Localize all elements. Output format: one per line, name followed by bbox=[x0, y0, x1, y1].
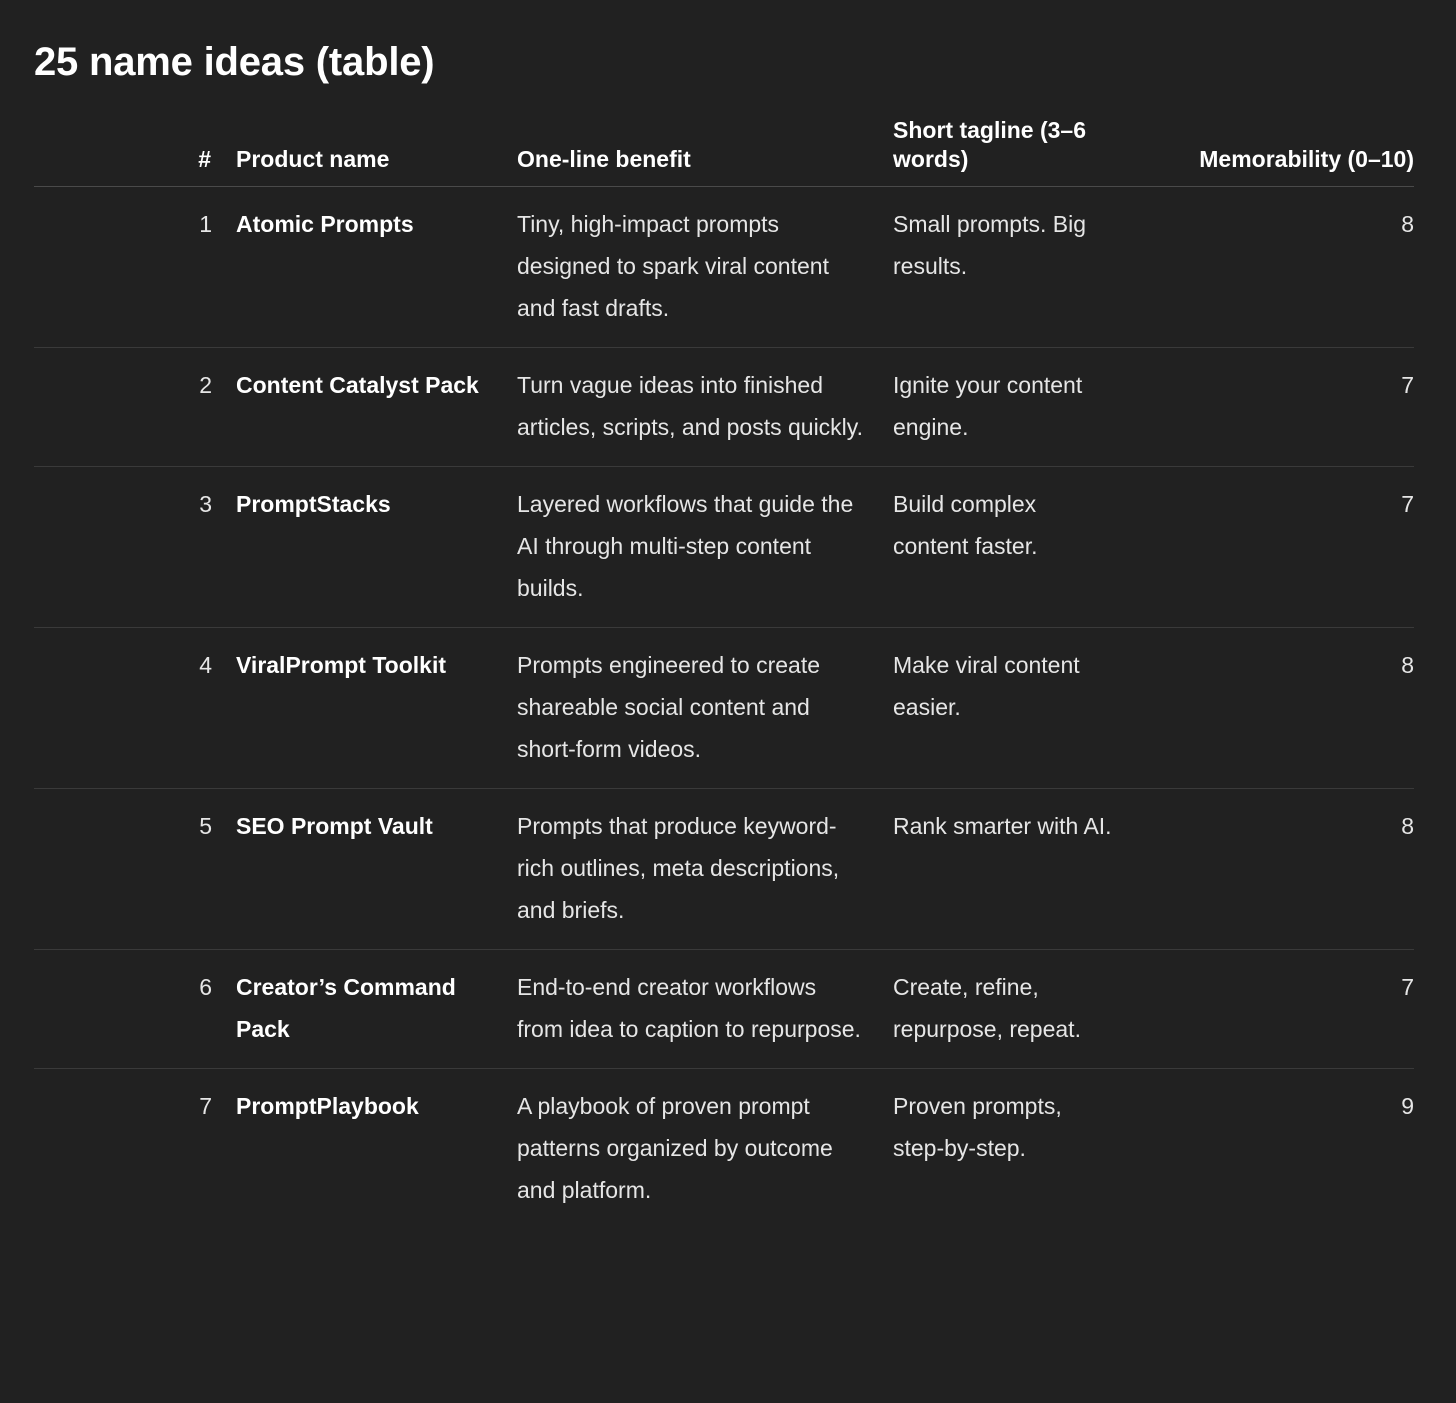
table-row bbox=[34, 348, 1414, 467]
cell-tagline: Small prompts. Big results. bbox=[893, 187, 1133, 348]
name-ideas-table bbox=[34, 112, 1414, 1229]
table-row bbox=[34, 187, 1414, 348]
cell-number: 1 bbox=[34, 187, 236, 348]
cell-product-name: Creator’s Command Pack bbox=[236, 950, 517, 1069]
table-row bbox=[34, 950, 1414, 1069]
cell-benefit: Tiny, high-impact prompts designed to spark viral content and fast drafts. bbox=[517, 187, 893, 348]
cell-memorability: 7 bbox=[1133, 950, 1414, 1069]
cell-number: 3 bbox=[34, 467, 236, 628]
cell-memorability: 8 bbox=[1133, 187, 1414, 348]
header-row bbox=[34, 112, 1414, 187]
cell-tagline: Proven prompts, step-by-step. bbox=[893, 1093, 1062, 1161]
cell-tagline: Make viral content easier. bbox=[893, 628, 1133, 789]
cell-benefit: Layered workflows that guide the AI through multi-step content builds. bbox=[517, 467, 893, 628]
column-header-number: # bbox=[34, 112, 236, 187]
cell-memorability: 9 bbox=[1401, 1093, 1414, 1119]
cell-tagline: Create, refine, repurpose, repeat. bbox=[893, 950, 1133, 1069]
cell-product-name: ViralPrompt Toolkit bbox=[236, 628, 517, 789]
table-row bbox=[34, 789, 1414, 950]
column-header-benefit: One-line benefit bbox=[517, 112, 893, 187]
cell-product-name: PromptStacks bbox=[236, 467, 517, 628]
cell-memorability: 8 bbox=[1133, 628, 1414, 789]
cell-number: 2 bbox=[34, 348, 236, 467]
cell-product-name: Content Catalyst Pack bbox=[236, 348, 517, 467]
cell-memorability: 7 bbox=[1133, 348, 1414, 467]
cell-tagline: Rank smarter with AI. bbox=[893, 789, 1133, 950]
cell-benefit: Turn vague ideas into finished articles, scripts, and posts quickly. bbox=[517, 348, 893, 467]
cell-product-name: SEO Prompt Vault bbox=[236, 789, 517, 950]
cell-product-name: Atomic Prompts bbox=[236, 187, 517, 348]
table-row bbox=[34, 628, 1414, 789]
cell-memorability: 8 bbox=[1133, 789, 1414, 950]
column-header-product-name: Product name bbox=[236, 112, 517, 187]
cell-benefit: A playbook of proven prompt patterns organized by outcome and platform. bbox=[517, 1093, 833, 1203]
cell-benefit: Prompts that produce keyword-rich outlines, meta descriptions, and briefs. bbox=[517, 789, 893, 950]
column-header-memorability: Memorability (0–10) bbox=[1133, 112, 1414, 187]
table-row bbox=[34, 1069, 1414, 1230]
table-header bbox=[34, 112, 1414, 187]
column-header-tagline: Short tagline (3–6 words) bbox=[893, 112, 1133, 187]
table-row bbox=[34, 467, 1414, 628]
cell-benefit: End-to-end creator workflows from idea to caption to repurpose. bbox=[517, 950, 893, 1069]
table-body bbox=[34, 187, 1414, 1230]
cell-tagline: Build complex content faster. bbox=[893, 467, 1133, 628]
cell-number: 4 bbox=[34, 628, 236, 789]
section-title: 25 name ideas (table) bbox=[34, 40, 435, 84]
cell-product-name: PromptPlaybook bbox=[236, 1093, 419, 1119]
cell-number: 5 bbox=[34, 789, 236, 950]
cell-number: 6 bbox=[34, 950, 236, 1069]
cell-memorability: 7 bbox=[1133, 467, 1414, 628]
cell-number: 7 bbox=[199, 1093, 212, 1119]
cell-benefit: Prompts engineered to create shareable social content and short-form videos. bbox=[517, 628, 893, 789]
cell-tagline: Ignite your content engine. bbox=[893, 348, 1133, 467]
